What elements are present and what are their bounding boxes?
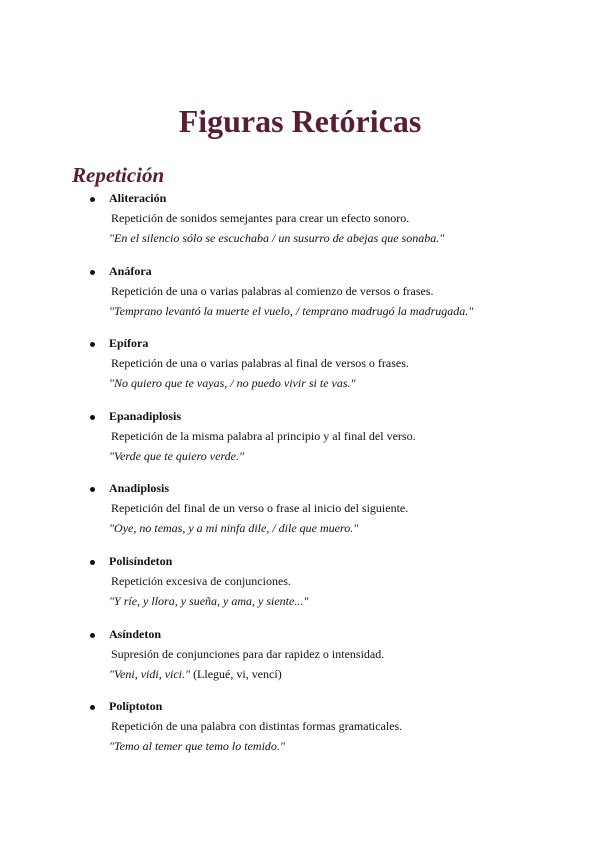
page-title: Figuras Retóricas bbox=[178, 103, 422, 140]
bullet-icon bbox=[90, 487, 95, 492]
example bbox=[109, 736, 285, 756]
list-item-asindeton bbox=[0, 624, 600, 697]
list-item-polisindeton bbox=[0, 551, 600, 624]
section-title: Repetición bbox=[72, 163, 165, 188]
bullet-icon bbox=[90, 270, 95, 275]
list-item-poliptoton bbox=[0, 696, 600, 769]
term: Políptoton bbox=[109, 699, 163, 714]
definition: Supresión de conjunciones para dar rapidez o intensidad. bbox=[111, 646, 385, 661]
list-item-anafora bbox=[0, 261, 600, 334]
example bbox=[109, 228, 444, 248]
bullet-icon bbox=[90, 197, 95, 202]
term: Epífora bbox=[109, 336, 149, 351]
definition: Repetición del final de un verso o frase al inicio del siguiente. bbox=[111, 501, 409, 516]
term: Aliteración bbox=[109, 191, 167, 205]
term: Epanadiplosis bbox=[109, 408, 182, 423]
definition: Repetición de una o varias palabras al comienzo de versos o frases. bbox=[111, 283, 434, 298]
list-item-aliteracion bbox=[0, 188, 600, 261]
term: Asíndeton bbox=[109, 626, 162, 641]
list-item-epifora bbox=[0, 333, 600, 406]
example bbox=[109, 591, 308, 611]
term: Polisíndeton bbox=[109, 553, 173, 568]
example-note: (Llegué, vi, vencí) bbox=[190, 666, 282, 681]
figure-list bbox=[0, 188, 600, 769]
list-item-anadiplosis bbox=[0, 478, 600, 551]
definition: Repetición excesiva de conjunciones. bbox=[111, 573, 291, 588]
definition: Repetición de la misma palabra al principio y al final del verso. bbox=[111, 428, 416, 443]
bullet-icon bbox=[90, 342, 95, 347]
bullet-icon bbox=[90, 705, 95, 710]
example-quote: "Temprano levantó la muerte el vuelo, / temprano madrugó la madrugada." bbox=[109, 303, 474, 318]
example-quote: "Y ríe, y llora, y sueña, y ama, y siente..." bbox=[109, 593, 309, 608]
bullet-icon bbox=[90, 415, 95, 420]
example-quote: "Oye, no temas, y a mi ninfa dile, / dile que muero." bbox=[109, 521, 359, 536]
definition: Repetición de una o varias palabras al final de versos o frases. bbox=[111, 356, 409, 371]
example bbox=[109, 664, 282, 684]
example-quote: "Verde que te quiero verde." bbox=[109, 448, 245, 463]
term: Anáfora bbox=[109, 263, 152, 278]
definition: Repetición de una palabra con distintas formas gramaticales. bbox=[111, 719, 403, 734]
bullet-icon bbox=[90, 633, 95, 638]
example-quote: "Temo al temer que temo lo temido." bbox=[109, 739, 285, 754]
example-quote: "No quiero que te vayas, / no puedo vivir si te vas." bbox=[109, 376, 356, 391]
example bbox=[109, 518, 358, 538]
bullet-icon bbox=[90, 560, 95, 565]
list-item-epanadiplosis bbox=[0, 406, 600, 479]
example bbox=[109, 373, 356, 393]
example-quote: "Veni, vidi, vici." bbox=[109, 666, 191, 681]
definition: Repetición de sonidos semejantes para crear un efecto sonoro. bbox=[111, 211, 410, 225]
term: Anadiplosis bbox=[109, 481, 170, 496]
example-quote: "En el silencio sólo se escuchaba / un susurro de abejas que sonaba." bbox=[109, 231, 445, 245]
example bbox=[109, 446, 244, 466]
example bbox=[109, 301, 473, 321]
